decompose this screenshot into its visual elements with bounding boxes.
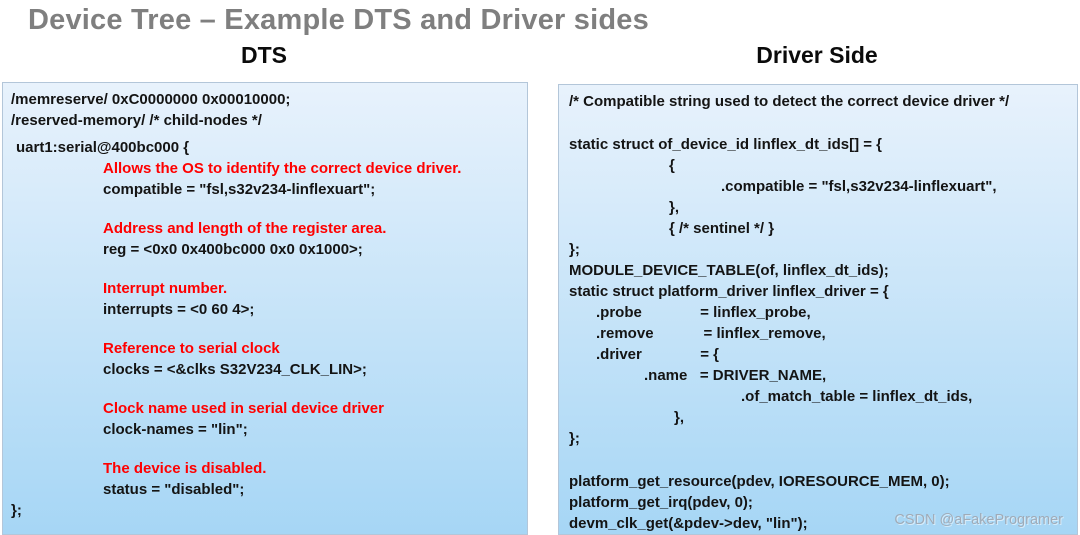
code-line: .name = DRIVER_NAME, xyxy=(644,367,827,384)
code-line: status = "disabled"; xyxy=(103,481,245,498)
code-line: /memreserve/ 0xC0000000 0x00010000; xyxy=(11,91,291,108)
code-blank-line xyxy=(11,260,519,278)
code-line: /* Compatible string used to detect the correct device driver */ xyxy=(569,93,1010,110)
code-line: MODULE_DEVICE_TABLE(of, linflex_dt_ids); xyxy=(569,262,889,279)
code-line: .of_match_table = linflex_dt_ids, xyxy=(741,388,973,405)
code-line: { /* sentinel */ } xyxy=(669,220,775,237)
code-line: static struct of_device_id linflex_dt_ids[] = { xyxy=(569,136,883,153)
code-line: .driver = { xyxy=(596,346,719,363)
code-line: .compatible = "fsl,s32v234-linflexuart", xyxy=(721,178,997,195)
dts-column-heading: DTS xyxy=(241,42,287,68)
code-blank-line xyxy=(11,380,519,398)
code-line: uart1:serial@400bc000 { xyxy=(16,139,190,156)
code-annotation-line: Clock name used in serial device driver xyxy=(103,400,384,417)
watermark: CSDN @aFakeProgramer xyxy=(894,512,1063,528)
driver-code-block xyxy=(569,91,1067,534)
code-line: .probe = linflex_probe, xyxy=(596,304,811,321)
page-title: Device Tree – Example DTS and Driver sides xyxy=(28,4,649,36)
code-line: clocks = <&clks S32V234_CLK_LIN>; xyxy=(103,361,367,378)
code-line: compatible = "fsl,s32v234-linflexuart"; xyxy=(103,181,376,198)
code-line: platform_get_irq(pdev, 0); xyxy=(569,494,753,511)
code-line: platform_get_resource(pdev, IORESOURCE_MEM, 0); xyxy=(569,473,950,490)
code-annotation-line: Interrupt number. xyxy=(103,280,228,297)
code-line: }; xyxy=(569,430,580,447)
code-annotation-line: Reference to serial clock xyxy=(103,340,280,357)
code-annotation-line: Allows the OS to identify the correct device driver. xyxy=(103,160,462,177)
code-line: }; xyxy=(569,241,580,258)
dts-code-block xyxy=(11,89,519,521)
code-blank-line xyxy=(569,449,1067,471)
dts-code-panel xyxy=(2,82,528,535)
code-line: }, xyxy=(674,409,685,426)
code-annotation-line: The device is disabled. xyxy=(103,460,267,477)
code-blank-line xyxy=(569,112,1067,134)
code-line: static struct platform_driver linflex_driver = { xyxy=(569,283,889,300)
code-line: clock-names = "lin"; xyxy=(103,421,248,438)
code-blank-line xyxy=(11,440,519,458)
code-line: /reserved-memory/ /* child-nodes */ xyxy=(11,112,262,129)
code-line: }, xyxy=(669,199,680,216)
driver-side-column-heading: Driver Side xyxy=(756,42,878,68)
code-annotation-line: Address and length of the register area. xyxy=(103,220,387,237)
code-line: reg = <0x0 0x400bc000 0x0 0x1000>; xyxy=(103,241,363,258)
code-line: { xyxy=(669,157,675,174)
driver-code-panel xyxy=(558,84,1078,535)
code-blank-line xyxy=(11,200,519,218)
code-line: }; xyxy=(11,502,22,519)
code-line: devm_clk_get(&pdev->dev, "lin"); xyxy=(569,515,808,532)
code-line: interrupts = <0 60 4>; xyxy=(103,301,255,318)
code-line: .remove = linflex_remove, xyxy=(596,325,826,342)
code-blank-line xyxy=(11,320,519,338)
